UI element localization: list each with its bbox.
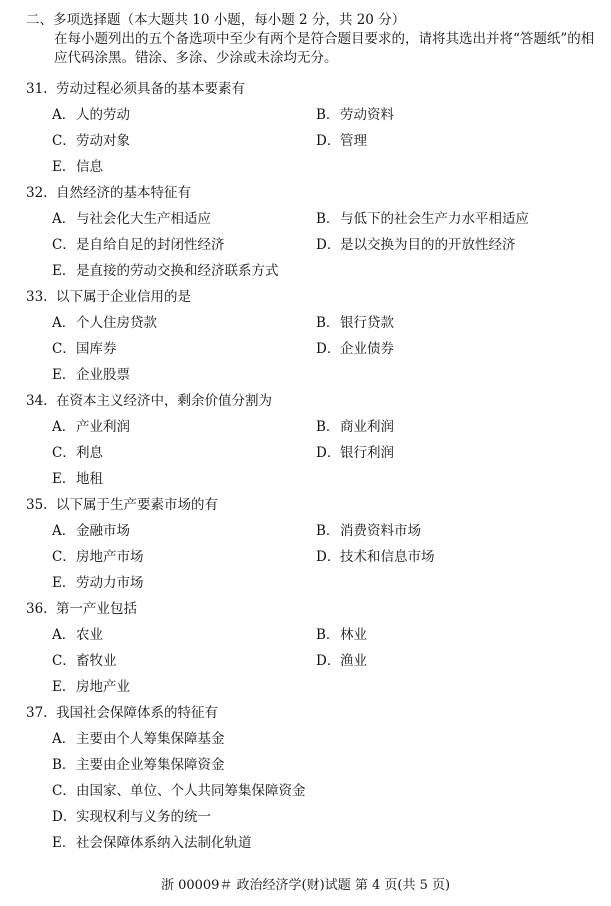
option-letter: C． [52,549,76,565]
section-title: 二、多项选择题（本大题共 10 小题，每小题 2 分，共 20 分） [26,12,406,28]
option-text: 国库券 [76,341,117,357]
option-text: 产业利润 [76,419,130,435]
option-letter: A． [52,211,76,227]
option-row [52,518,596,544]
option-text: 信息 [76,159,103,175]
option-b [316,102,580,128]
option-letter: A． [52,731,76,747]
option-letter: B． [316,315,340,331]
options [26,518,596,596]
question-stem [26,76,596,102]
option-c [52,544,316,570]
option-letter: E． [52,159,76,175]
option-letter: D． [316,341,341,357]
option-c [52,440,316,466]
option-letter: B． [316,627,340,643]
option-text: 主要由企业筹集保障资金 [76,757,225,773]
options [26,206,596,284]
question-32 [26,180,596,284]
option-b [52,752,596,778]
option-letter: C． [52,653,76,669]
option-a [52,414,316,440]
option-row [52,232,596,258]
option-c [52,232,316,258]
option-a [52,206,316,232]
option-b [316,622,580,648]
option-letter: B． [316,107,340,123]
option-letter: C． [52,341,76,357]
option-letter: B． [316,419,340,435]
question-text: 在资本主义经济中，剩余价值分割为 [56,393,272,409]
question-number: 35. [26,497,48,513]
option-letter: C． [52,445,76,461]
option-row [52,622,596,648]
option-letter: C． [52,133,76,149]
question-stem [26,180,596,206]
question-stem [26,596,596,622]
question-number: 33. [26,289,48,305]
option-letter: D． [316,653,341,669]
question-number: 37. [26,705,48,721]
option-row [52,128,596,154]
option-text: 企业股票 [76,367,130,383]
option-letter: B． [316,523,340,539]
section-header [26,10,596,68]
option-letter: C． [52,783,76,799]
option-text: 人的劳动 [76,107,130,123]
option-c [52,778,596,804]
option-row [52,414,596,440]
question-number: 31. [26,81,48,97]
option-e [52,466,596,492]
option-c [52,648,316,674]
option-text: 由国家、单位、个人共同筹集保障资金 [76,783,306,799]
options [26,414,596,492]
options [26,310,596,388]
page-footer: 浙 00009＃ 政治经济学(财)试题 第 4 页(共 5 页) [160,878,451,893]
option-d [316,128,580,154]
question-text: 以下属于生产要素市场的有 [56,497,218,513]
question-number: 36. [26,601,48,617]
option-row [52,648,596,674]
option-letter: D． [316,133,341,149]
option-letter: A． [52,107,76,123]
option-letter: D． [316,445,341,461]
option-letter: E． [52,263,76,279]
option-text: 是自给自足的封闭性经济 [76,237,225,253]
option-text: 与低下的社会生产力水平相适应 [340,211,529,227]
option-text: 个人住房贷款 [76,315,157,331]
question-text: 以下属于企业信用的是 [56,289,191,305]
option-a [52,726,596,752]
question-text: 第一产业包括 [56,601,137,617]
option-row [52,336,596,362]
option-e [52,362,596,388]
option-b [316,206,580,232]
option-text: 银行贷款 [340,315,394,331]
option-b [316,518,580,544]
option-c [52,128,316,154]
option-row [52,544,596,570]
option-text: 企业债券 [340,341,394,357]
option-text: 房地产业 [76,679,130,695]
option-letter: C． [52,237,76,253]
option-text: 与社会化大生产相适应 [76,211,211,227]
option-d [316,336,580,362]
question-31 [26,76,596,180]
option-e [52,570,596,596]
option-e [52,830,596,856]
section-instructions: 在每小题列出的五个备选项中至少有两个是符合题目要求的，请将其选出并将“答题纸”的相应代码涂黑。错涂、多涂、少涂或未涂均无分。 [54,31,595,66]
option-letter: A． [52,523,76,539]
option-letter: D． [52,809,77,825]
question-list [26,76,596,856]
question-text: 我国社会保障体系的特征有 [56,705,218,721]
option-letter: A． [52,315,76,331]
option-letter: D． [316,549,341,565]
option-text: 利息 [76,445,103,461]
options [26,726,596,856]
option-text: 管理 [340,133,367,149]
option-letter: E． [52,471,76,487]
option-d [316,232,580,258]
question-34 [26,388,596,492]
option-text: 技术和信息市场 [340,549,435,565]
question-33 [26,284,596,388]
option-d [52,804,596,830]
question-stem [26,700,596,726]
option-e [52,154,596,180]
option-e [52,258,596,284]
question-number: 32. [26,185,48,201]
option-text: 是以交换为目的的开放性经济 [340,237,516,253]
option-a [52,310,316,336]
option-text: 畜牧业 [76,653,117,669]
question-text: 自然经济的基本特征有 [56,185,191,201]
options [26,622,596,700]
option-text: 金融市场 [76,523,130,539]
option-row [52,102,596,128]
question-37 [26,700,596,856]
option-text: 是直接的劳动交换和经济联系方式 [76,263,279,279]
option-a [52,622,316,648]
option-letter: A． [52,627,76,643]
option-text: 房地产市场 [76,549,144,565]
option-row [52,206,596,232]
option-text: 社会保障体系纳入法制化轨道 [76,835,252,851]
option-d [316,440,580,466]
option-letter: E． [52,679,76,695]
question-text: 劳动过程必须具备的基本要素有 [56,81,245,97]
option-letter: E． [52,367,76,383]
option-d [316,648,580,674]
option-text: 劳动资料 [340,107,394,123]
option-a [52,102,316,128]
option-letter: E． [52,835,76,851]
option-text: 商业利润 [340,419,394,435]
option-text: 银行利润 [340,445,394,461]
question-stem [26,492,596,518]
option-text: 渔业 [340,653,367,669]
option-e [52,674,596,700]
option-letter: E． [52,575,76,591]
option-text: 农业 [76,627,103,643]
option-d [316,544,580,570]
option-text: 实现权利与义务的统一 [76,809,211,825]
option-b [316,414,580,440]
question-35 [26,492,596,596]
option-text: 劳动力市场 [76,575,144,591]
option-text: 地租 [76,471,103,487]
question-number: 34. [26,393,48,409]
option-text: 劳动对象 [76,133,130,149]
question-stem [26,388,596,414]
option-letter: A． [52,419,76,435]
options [26,102,596,180]
option-row [52,440,596,466]
option-b [316,310,580,336]
option-a [52,518,316,544]
option-text: 消费资料市场 [340,523,421,539]
option-letter: D． [316,237,341,253]
option-c [52,336,316,362]
question-36 [26,596,596,700]
option-text: 林业 [340,627,367,643]
option-letter: B． [52,757,76,773]
question-stem [26,284,596,310]
option-text: 主要由个人筹集保障基金 [76,731,225,747]
option-row [52,310,596,336]
option-letter: B． [316,211,340,227]
